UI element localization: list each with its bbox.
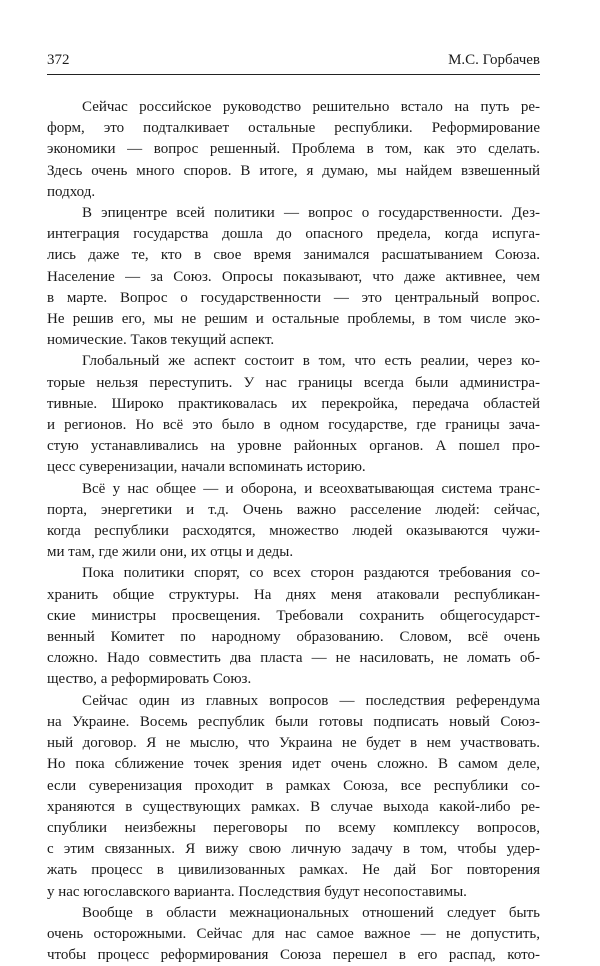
text-line: сложно. Надо совместить два пласта — не насиловать, не ломать об- [47,650,540,667]
text-line: венный Комитет по народному образованию. Словом, всё очень [47,629,540,646]
text-line: В эпицентре всей политики — вопрос о государственности. Дез- [82,205,540,222]
text-line: Население — за Союз. Опросы показывают, что даже активнее, чем [47,268,540,285]
text-line: стую устанавливались на уровне районных органов. А пошел про- [47,438,540,455]
paragraph [47,903,540,966]
text-line: тивные. Широко практиковалась их перекройка, передача областей [47,395,540,412]
text-line: храняются в существующих рамках. В случае выхода какой-либо ре- [47,798,540,815]
text-line: ный договор. Я не мыслю, что Украина не будет в нем участвовать. [47,735,540,752]
text-line: с этим связанных. Я вижу свою личную задачу в том, чтобы удер- [47,841,540,858]
text-line: в марте. Вопрос о государственности — это центральный вопрос. [47,289,540,306]
text-line: очень осторожными. Сейчас для нас самое важное — не допустить, [47,925,540,942]
text-line: номические. Таков текущий аспект. [47,332,275,349]
text-line: чтобы процесс реформирования Союза перешел в его распад, кото- [47,947,540,964]
text-line: подход. [47,183,96,200]
paragraph [47,97,540,203]
text-line: когда республики расходятся, множество людей оказываются чужи- [47,523,540,540]
text-line: щество, а реформировать Союз. [47,671,252,688]
paragraph [47,203,540,351]
text-line: Пока политики спорят, со всех сторон раздаются требования со- [82,565,540,582]
text-line: у нас югославского варианта. Последствия будут несопоставимы. [47,883,467,900]
text-line: Здесь очень много споров. В итоге, я думаю, мы найдем взвешенный [47,162,540,179]
text-line: цесс суверенизации, начали вспоминать историю. [47,459,366,476]
text-line: интеграция государства дошла до опасного предела, когда испуга- [47,226,540,243]
text-line: торые нельзя переступить. У нас границы всегда были администра- [47,374,540,391]
text-line: Всё у нас общее — и оборона, и всеохватывающая система транс- [82,480,540,497]
paragraph [47,479,540,564]
text-line: форм, это подталкивает остальные республики. Реформирование [47,120,540,137]
page-number: 372 [47,52,70,68]
text-line: Сейчас российское руководство решительно встало на путь ре- [82,99,540,115]
text-line: ми там, где жили они, их отцы и деды. [47,544,294,561]
text-line: Вообще в области межнациональных отношений следует быть [82,904,540,921]
text-line: если суверенизация проходит в рамках Союза, все республики со- [47,777,540,794]
text-line: Глобальный же аспект состоит в том, что есть реалии, через ко- [82,353,540,370]
text-line: лись даже те, кто в свое время занимался расшатыванием Союза. [47,247,540,264]
text-line: на Украине. Восемь республик были готовы подписать новый Союз- [47,713,540,730]
text-line: хранить общие структуры. На днях меня атаковали республикан- [47,586,540,603]
paragraph [47,351,540,478]
text-line: спублики неизбежны переговоры по всему комплексу вопросов, [47,819,540,836]
text-line: жать процесс в цивилизованных рамках. Не дай Бог повторения [47,862,540,879]
paragraph [47,691,540,903]
text-line: ские министры просвещения. Требовали сохранить общегосударст- [47,607,540,624]
text-line: и регионов. Но всё это было в одном государстве, где границы зача- [47,417,540,434]
text-line: Сейчас один из главных вопросов — последствия референдума [82,692,540,709]
running-head-author: М.С. Горбачев [448,52,540,68]
text-line: экономики — вопрос решенный. Проблема в том, как это сделать. [47,141,540,158]
page-header [47,48,540,75]
text-line: порта, энергетики и т.д. Очень важно расселение людей: сейчас, [47,501,540,518]
text-line: Не решив его, мы не решим и остальные проблемы, в том числе эко- [47,311,540,328]
paragraph [47,563,540,690]
text-line: Но пока сближение точек зрения идет очень сложно. В самом деле, [47,756,540,773]
body-text [47,97,540,966]
